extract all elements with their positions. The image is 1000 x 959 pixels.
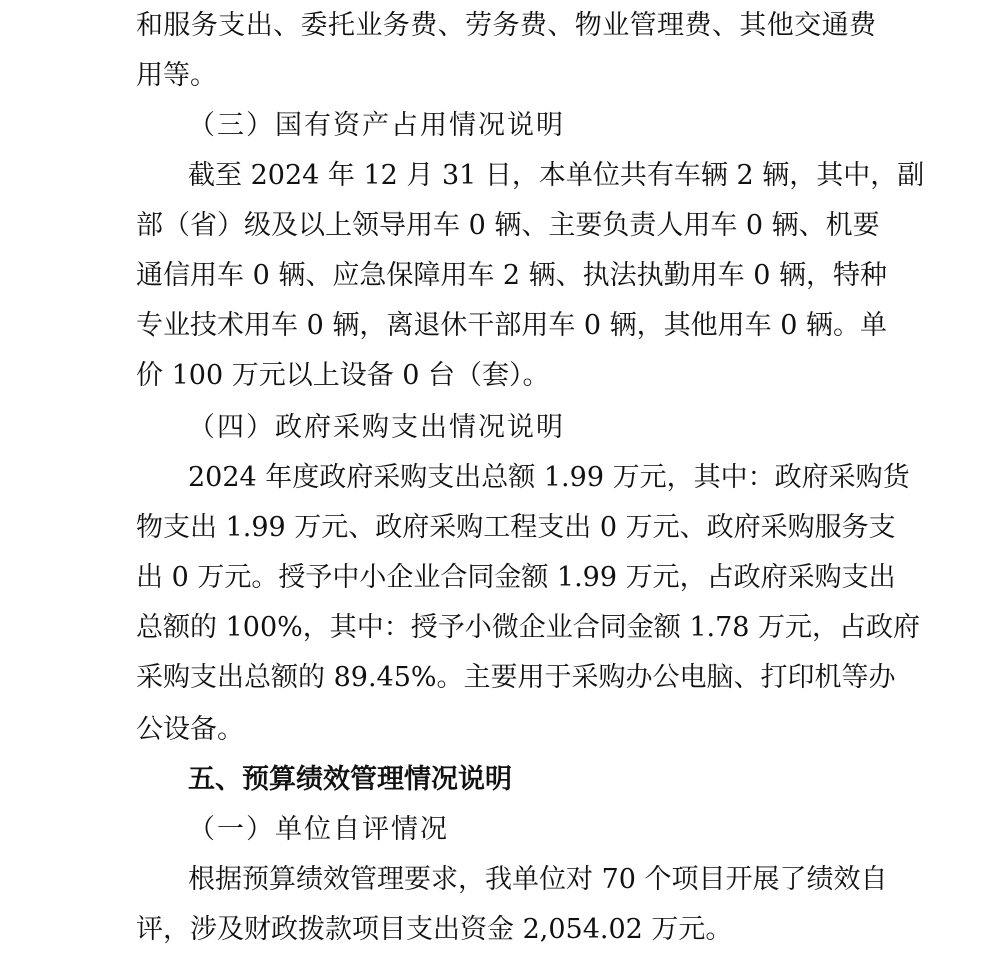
- paragraph-line: 截至 2024 年 12 月 31 日，本单位共有车辆 2 辆，其中，副: [188, 160, 925, 191]
- paragraph-line: 通信用车 0 辆、应急保障用车 2 辆、执法执勤用车 0 辆，特种: [136, 260, 888, 291]
- paragraph-line: 价 100 万元以上设备 0 台（套）。: [136, 360, 550, 391]
- section-heading-performance: 五、预算绩效管理情况说明: [188, 764, 512, 795]
- paragraph-line: 物支出 1.99 万元、政府采购工程支出 0 万元、政府采购服务支: [136, 512, 896, 543]
- paragraph-line: 公设备。: [136, 714, 244, 745]
- paragraph-line: 2024 年度政府采购支出总额 1.99 万元，其中：政府采购货: [188, 462, 910, 493]
- paragraph-line: 出 0 万元。授予中小企业合同金额 1.99 万元，占政府采购支出: [136, 562, 896, 593]
- section-heading-state-assets: （三）国有资产占用情况说明: [188, 110, 565, 141]
- subsection-heading-self-evaluation: （一）单位自评情况: [188, 814, 449, 845]
- paragraph-line: 专业技术用车 0 辆，离退休干部用车 0 辆，其他用车 0 辆。单: [136, 310, 888, 341]
- paragraph-line: 评，涉及财政拨款项目支出资金 2,054.02 万元。: [136, 914, 733, 945]
- paragraph-line: 部（省）级及以上领导用车 0 辆、主要负责人用车 0 辆、机要: [136, 210, 880, 241]
- paragraph-line: 用等。: [136, 60, 217, 91]
- paragraph-line: 根据预算绩效管理要求，我单位对 70 个项目开展了绩效自: [188, 864, 888, 895]
- paragraph-line: 总额的 100%，其中：授予小微企业合同金额 1.78 万元，占政府: [136, 612, 921, 643]
- section-heading-procurement: （四）政府采购支出情况说明: [188, 412, 565, 443]
- paragraph-line: 和服务支出、委托业务费、劳务费、物业管理费、其他交通费: [136, 10, 876, 41]
- paragraph-line: 采购支出总额的 89.45%。主要用于采购办公电脑、打印机等办: [136, 662, 896, 693]
